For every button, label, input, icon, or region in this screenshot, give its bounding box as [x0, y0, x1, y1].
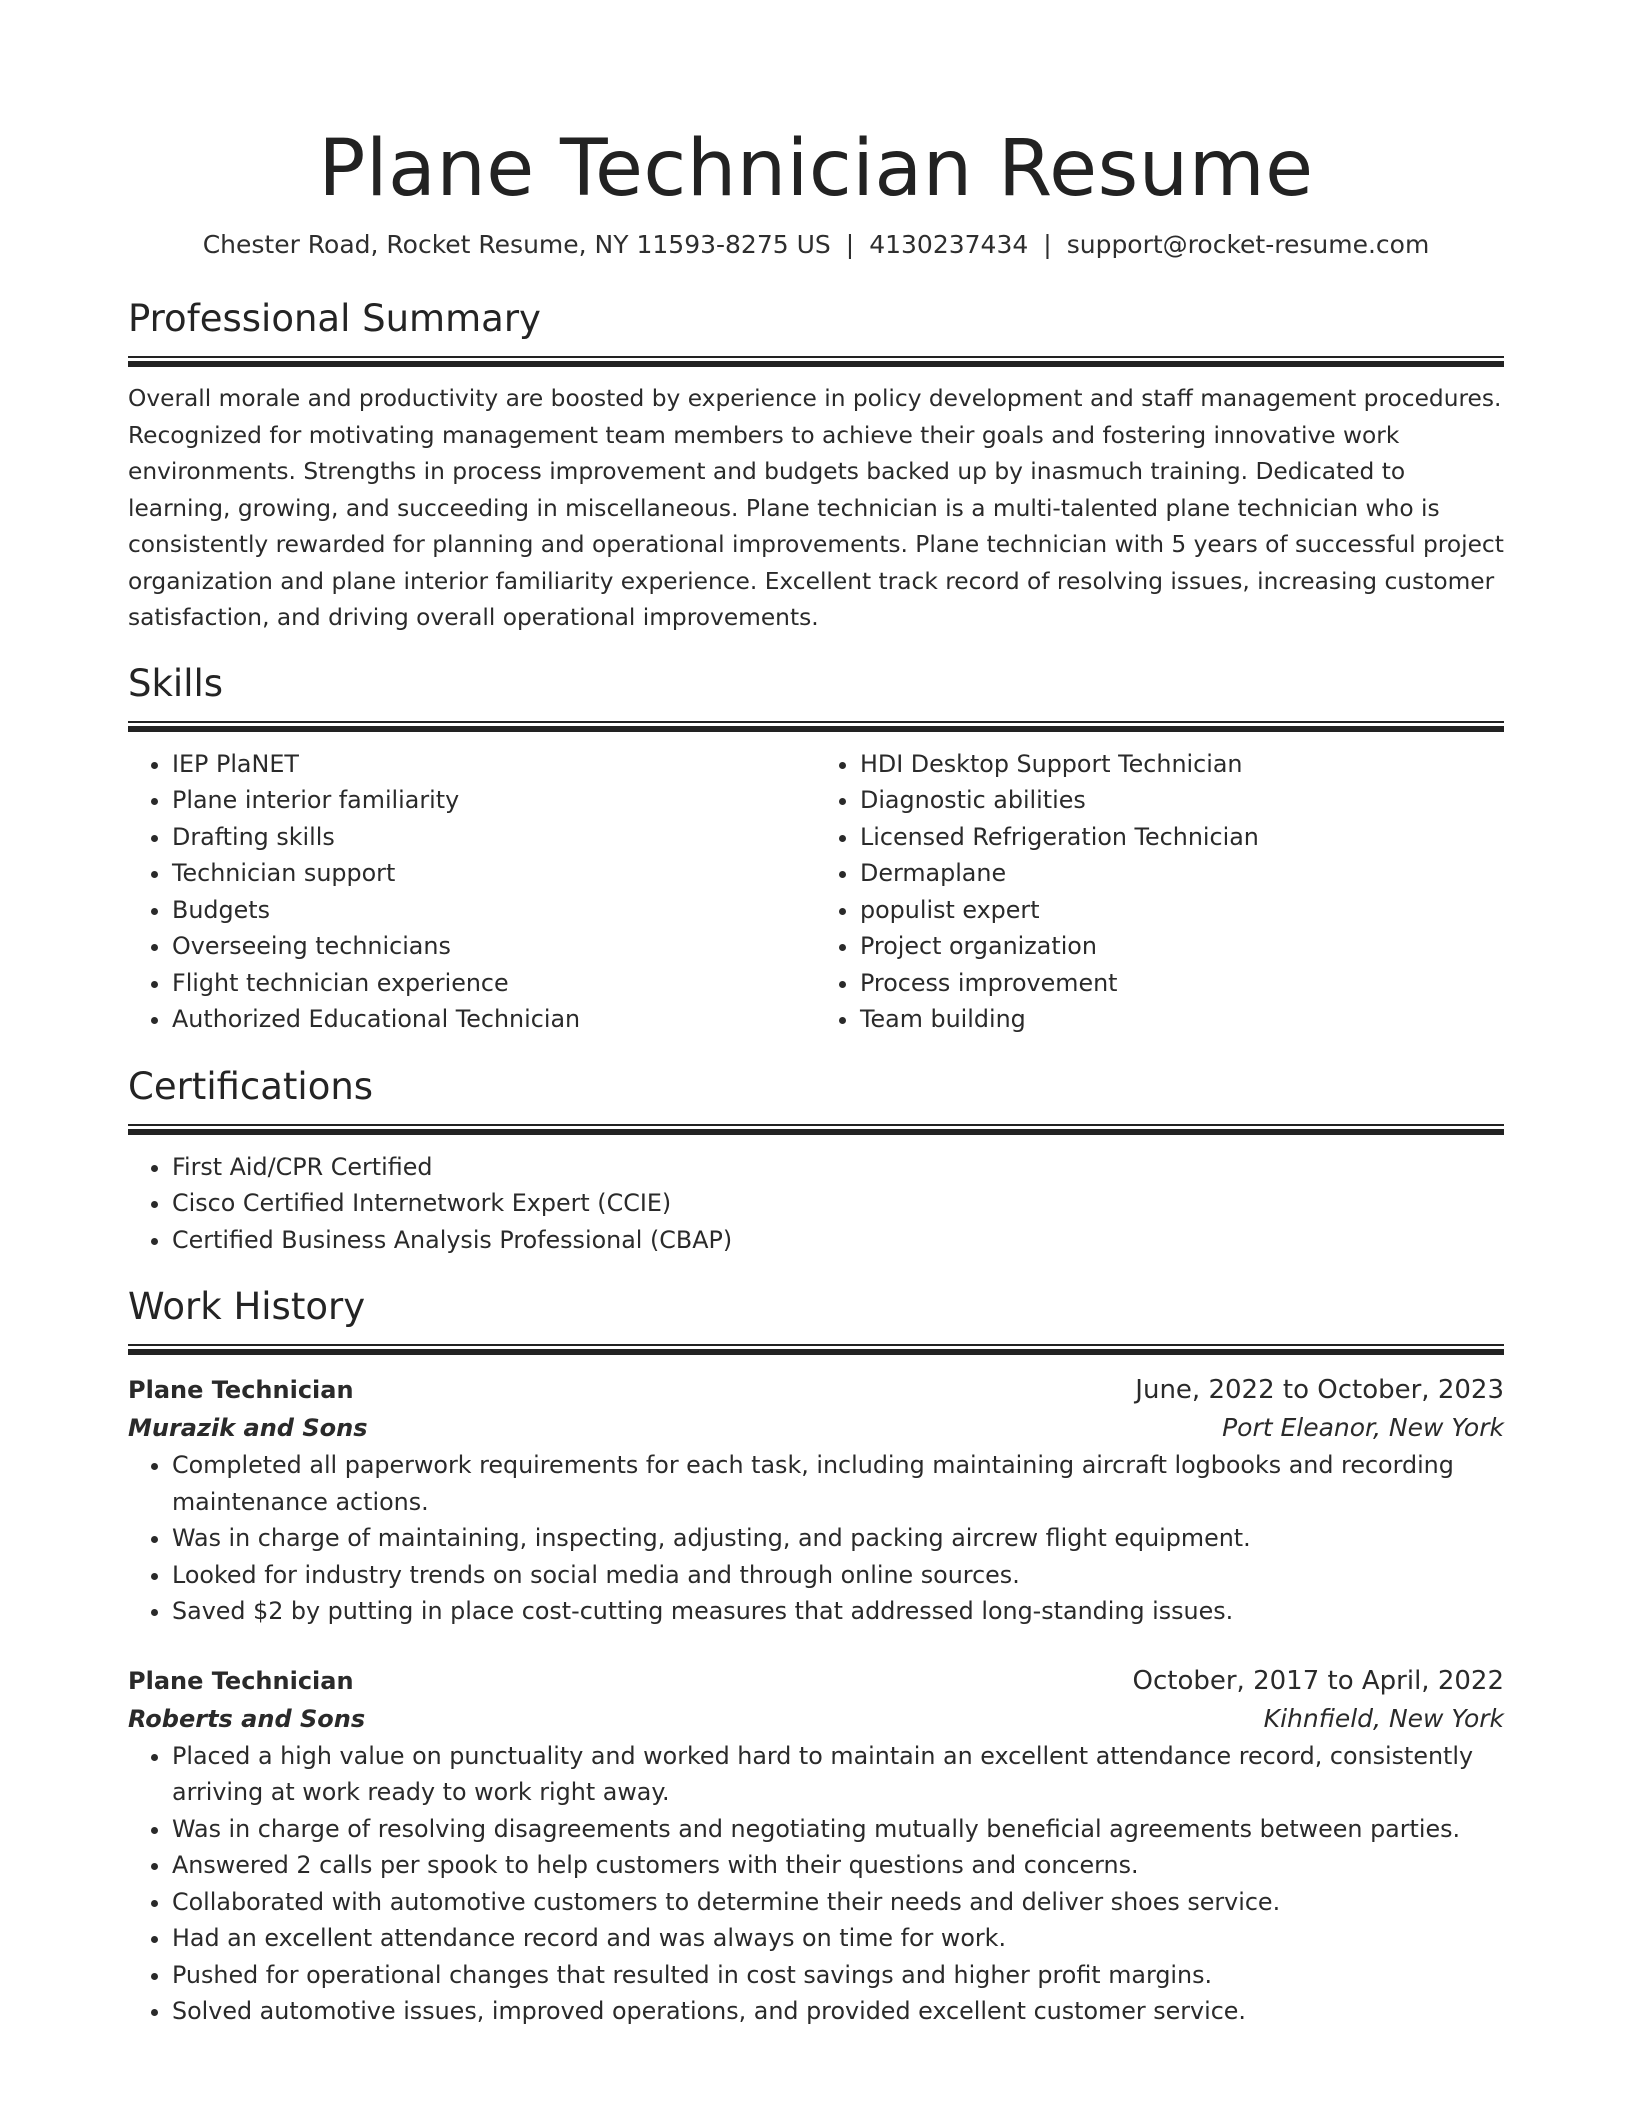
- skill-item: • Overseeing technicians: [172, 928, 816, 965]
- certification-item: • Cisco Certified Internetwork Expert (CCIE): [172, 1185, 1504, 1222]
- job-bullet: • Completed all paperwork requirements for each task, including maintaining aircraft logbooks and recording maintenance actions.: [172, 1447, 1504, 1520]
- skill-item: • HDI Desktop Support Technician: [860, 746, 1504, 783]
- job-header: [128, 1371, 1504, 1409]
- skill-item: • Process improvement: [860, 965, 1504, 1002]
- job-dates: October, 2017 to April, 2022: [1132, 1665, 1504, 1696]
- job-bullet-list: [128, 1447, 1504, 1630]
- skill-item: • Drafting skills: [172, 819, 816, 856]
- job-subheader: [128, 1409, 1504, 1447]
- job-bullet: • Collaborated with automotive customers to determine their needs and deliver shoes service.: [172, 1884, 1504, 1921]
- contact-line: [128, 228, 1504, 262]
- summary-section: [128, 296, 1504, 637]
- job-bullet-list: [128, 1738, 1504, 2030]
- skill-item: • Project organization: [860, 928, 1504, 965]
- skill-item: • Technician support: [172, 855, 816, 892]
- skill-item: • Plane interior familiarity: [172, 782, 816, 819]
- job-company: Roberts and Sons: [128, 1704, 366, 1733]
- contact-address: Chester Road, Rocket Resume, NY 11593-8275 US: [202, 230, 831, 259]
- section-divider: [128, 1344, 1504, 1355]
- skill-item: • Flight technician experience: [172, 965, 816, 1002]
- section-heading-work-history: Work History: [128, 1285, 366, 1328]
- skill-item: • populist expert: [860, 892, 1504, 929]
- skills-section: [128, 661, 1504, 1038]
- skills-grid: [128, 746, 1504, 1038]
- work-history-section: [128, 1284, 1504, 2030]
- skills-column-left: [128, 746, 816, 1038]
- certifications-list: [128, 1149, 1504, 1259]
- job-company: Murazik and Sons: [128, 1414, 368, 1442]
- job-title: Plane Technician: [128, 1376, 354, 1404]
- section-divider: [128, 1124, 1504, 1135]
- skill-item: • IEP PlaNET: [172, 746, 816, 783]
- skill-item: • Diagnostic abilities: [860, 782, 1504, 819]
- skill-item: • Budgets: [172, 892, 816, 929]
- job-dates: June, 2022 to October, 2023: [1135, 1375, 1504, 1405]
- job-bullet: • Placed a high value on punctuality and worked hard to maintain an excellent attendance record, consistently arriving at work ready to work right away.: [172, 1738, 1504, 1811]
- contact-separator: |: [1043, 230, 1052, 259]
- job-entry: [128, 1371, 1504, 1630]
- skill-item: • Licensed Refrigeration Technician: [860, 819, 1504, 856]
- job-header: [128, 1662, 1504, 1700]
- section-heading-skills: Skills: [128, 661, 224, 705]
- skill-item: • Authorized Educational Technician: [172, 1001, 816, 1038]
- contact-separator: |: [845, 230, 855, 259]
- job-bullet: • Answered 2 calls per spook to help customers with their questions and concerns.: [172, 1847, 1504, 1884]
- section-divider: [128, 356, 1504, 367]
- section-heading-summary: Professional Summary: [128, 297, 541, 340]
- summary-text: Overall morale and productivity are boosted by experience in policy development and staff management procedures. Recognized for motivating management team members to achieve their goals and fostering innovative work environments. Strengths in process improvement and budgets backed up by inasmuch training. Dedicated to learning, growing, and succeeding in miscellaneous. Plane technician is a multi-talented plane technician who is consistently rewarded for planning and operational improvements. Plane technician with 5 years of successful project organization and plane interior familiarity experience. Excellent track record of resolving issues, increasing customer satisfaction, and driving overall operational improvements.: [128, 385, 1504, 631]
- job-bullet: • Pushed for operational changes that resulted in cost savings and higher profit margins.: [172, 1957, 1504, 1994]
- skills-list-left: [128, 746, 816, 1038]
- job-bullet: • Was in charge of resolving disagreements and negotiating mutually beneficial agreements between parties.: [172, 1811, 1504, 1848]
- skill-item: • Dermaplane: [860, 855, 1504, 892]
- certifications-section: [128, 1064, 1504, 1259]
- section-divider: [128, 721, 1504, 732]
- job-bullet: • Solved automotive issues, improved operations, and provided excellent customer service.: [172, 1993, 1504, 2030]
- skills-list-right: [816, 746, 1504, 1038]
- job-location: Kihnfield, New York: [1263, 1703, 1504, 1733]
- job-bullet: • Saved $2 by putting in place cost-cutting measures that addressed long-standing issues.: [172, 1593, 1504, 1630]
- resume-title: Plane Technician Resume: [318, 124, 1314, 214]
- job-subheader: [128, 1700, 1504, 1738]
- certification-item: • First Aid/CPR Certified: [172, 1149, 1504, 1186]
- skill-item: • Team building: [860, 1001, 1504, 1038]
- job-title: Plane Technician: [128, 1666, 354, 1695]
- job-entry: [128, 1662, 1504, 2030]
- job-bullet: • Looked for industry trends on social media and through online sources.: [172, 1557, 1504, 1594]
- skills-column-right: [816, 746, 1504, 1038]
- job-location: Port Eleanor, New York: [1222, 1413, 1504, 1442]
- job-bullet: • Had an excellent attendance record and was always on time for work.: [172, 1920, 1504, 1957]
- contact-phone: 4130237434: [869, 230, 1029, 259]
- section-heading-certifications: Certifications: [128, 1064, 374, 1108]
- job-bullet: • Was in charge of maintaining, inspecting, adjusting, and packing aircrew flight equipment.: [172, 1520, 1504, 1557]
- contact-email[interactable]: support@rocket-resume.com: [1066, 230, 1430, 259]
- certification-item: • Certified Business Analysis Professional (CBAP): [172, 1222, 1504, 1259]
